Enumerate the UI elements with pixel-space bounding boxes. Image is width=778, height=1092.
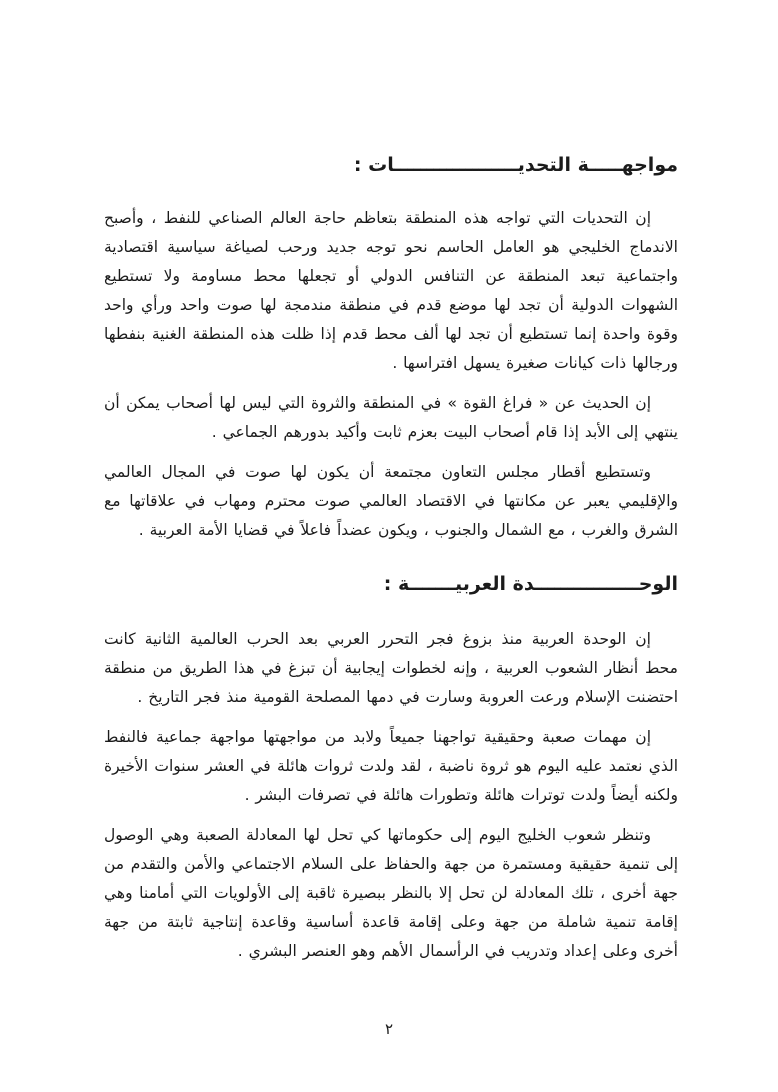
section-heading-facing-challenges: مواجهـــــة التحديـــــــــــــــــــات :	[353, 154, 678, 176]
paragraph: إن الحديث عن « فراغ القوة » في المنطقة والثروة التي ليس لها أصحاب يمكن أن ينتهي إلى الأبد إذا قام أصحاب البيت بعزم ثابت وأكيد بدورهم الجماعي .	[104, 394, 678, 441]
paragraph: إن مهمات صعبة وحقيقية تواجهنا جميعاً ولابد من مواجهتها مواجهة جماعية فالنفط الذي نعتمد عليه اليوم هو ثروة ناضبة ، لقد ولدت ثروات هائلة في العشر سنوات الأخيرة ولكنه أيضاً ولدت توترات هائلة وتطورات هائلة في تصرفات البشر .	[104, 728, 678, 804]
section-heading-arab-unity: الوحــــــــــــــــدة العربيـــــــة :	[383, 573, 678, 595]
paragraph: وتنظر شعوب الخليج اليوم إلى حكوماتها كي تحل لها المعادلة الصعبة وهي الوصول إلى تنمية حقيقية ومستمرة من جهة والحفاظ على السلام الاجتماعي والأمن والتقدم من جهة أخرى ، تلك المعادلة لن تحل إلا بالنظر ببصيرة ثاقبة إلى الأولويات التي أمامنا وهي إقامة تنمية شاملة من جهة وعلى إقامة قاعدة أساسية وقاعدة إنتاجية ثابتة من جهة أخرى وعلى إعداد وتدريب في الرأسمال الأهم وهو العنصر البشري .	[104, 826, 678, 960]
page-number: ٢	[384, 1020, 394, 1038]
paragraph: إن التحديات التي تواجه هذه المنطقة بتعاظم حاجة العالم الصناعي للنفط ، وأصبح الاندماج الخليجي هو العامل الحاسم نحو توجه جديد ورحب لصياغة سياسية اقتصادية واجتماعية تبعد المنطقة عن التنافس الدولي أو تجعلها محط مساومة ولا تستطيع الشهوات الدولية أن تجد لها موضع قدم في منطقة مندمجة لها صوت واحد ورأي واحد وقوة واحدة إنما تستطيع أن تجد لها ألف محط قدم إذا ظلت هذه المنطقة الغنية بنفطها ورجالها ذات كيانات صغيرة يسهل افتراسها .	[104, 209, 678, 372]
page-text-block	[104, 152, 678, 977]
paragraph: إن الوحدة العربية منذ بزوغ فجر التحرر العربي بعد الحرب العالمية الثانية كانت محط أنظار الشعوب العربية ، وإنه لخطوات إيجابية أن تبزغ في هذا الطريق من منطقة احتضنت الإسلام ورعت العروبة وسارت في دمها المصلحة القومية منذ فجر التاريخ .	[104, 630, 678, 706]
paragraph: وتستطيع أقطار مجلس التعاون مجتمعة أن يكون لها صوت في المجال العالمي والإقليمي يعبر عن مكانتها في الاقتصاد العالمي صوت محترم ومهاب في علاقاتها مع الشرق والغرب ، مع الشمال والجنوب ، ويكون عضداً فاعلاً في قضايا الأمة العربية .	[104, 463, 678, 539]
